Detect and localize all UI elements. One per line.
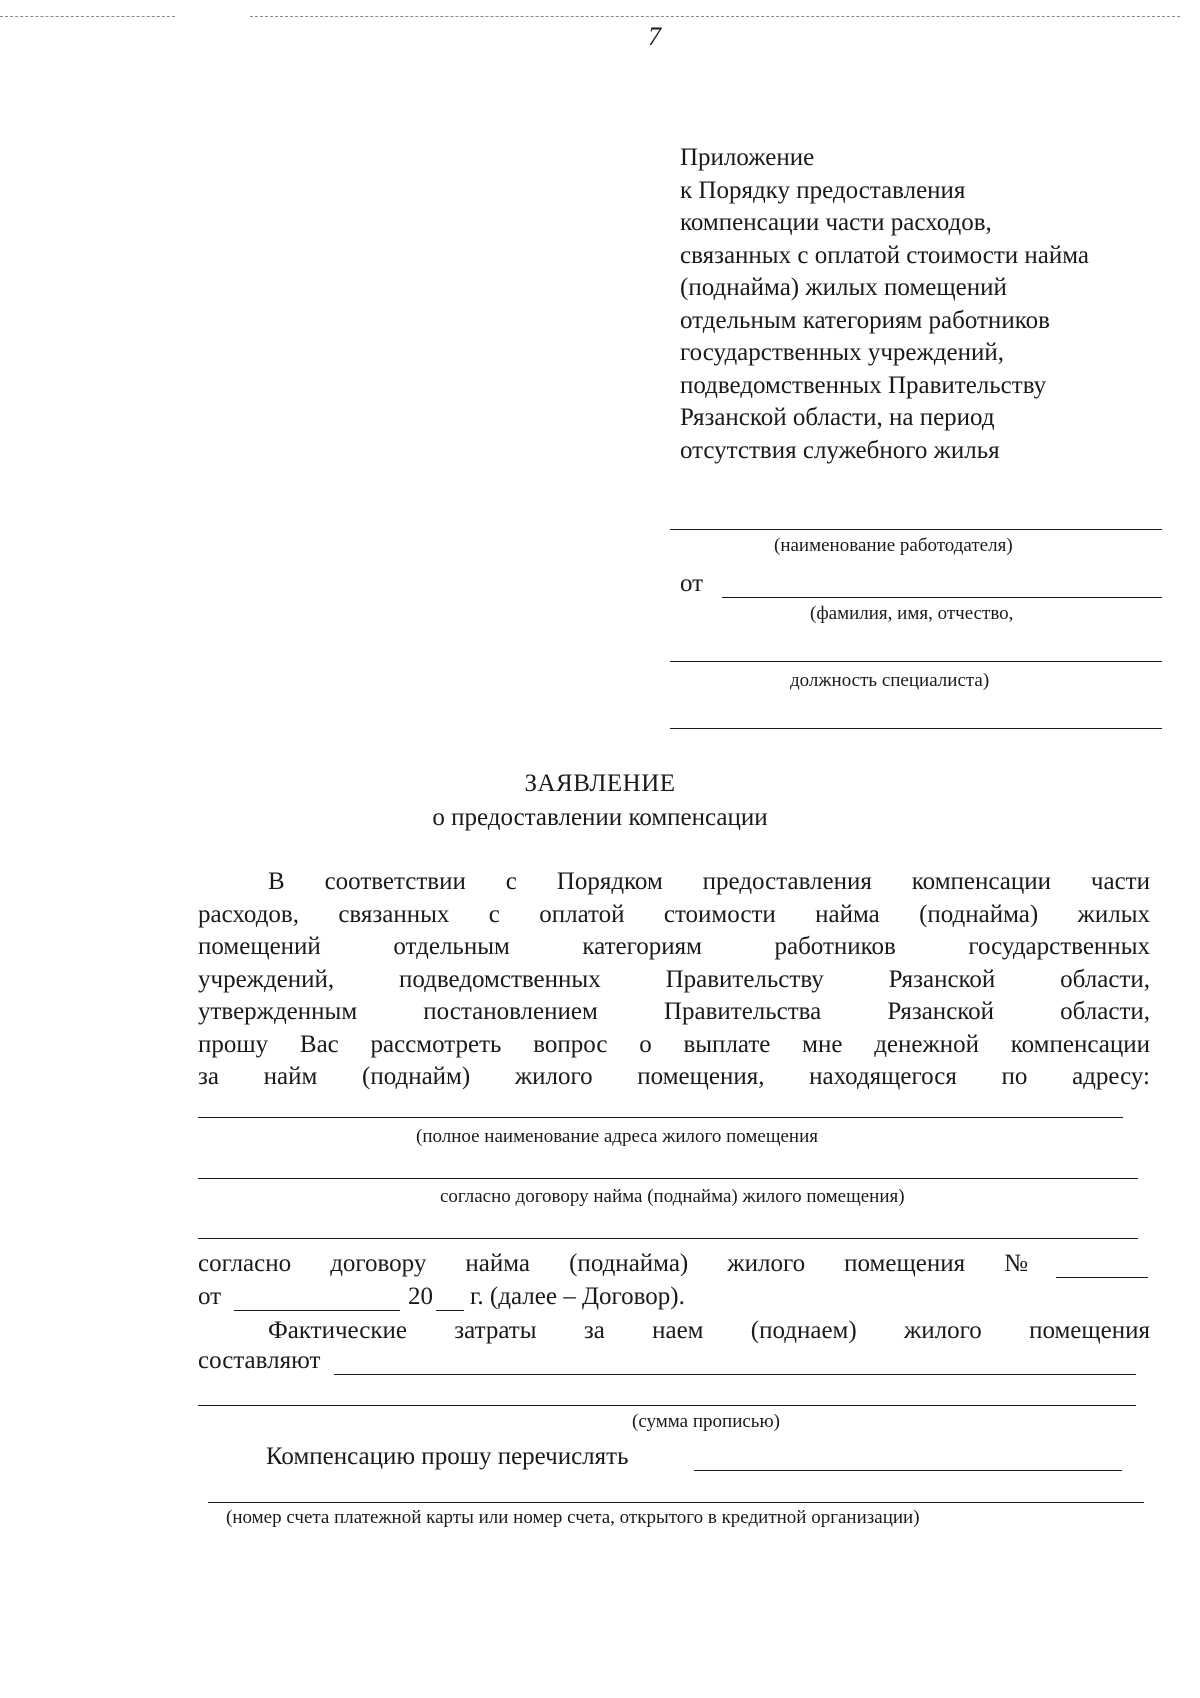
account-caption: (номер счета платежной карты или номер счета, открытого в кредитной организации)	[226, 1507, 920, 1528]
appendix-line: к Порядку предоставления	[680, 176, 966, 204]
from-label: от	[680, 570, 704, 597]
applicant-name-field-line[interactable]	[722, 597, 1162, 598]
scan-edge-mark	[250, 16, 1180, 17]
position-field-line[interactable]	[670, 728, 1162, 729]
contract-text: согласно договору найма (поднайма) жилого помещения №	[198, 1250, 1028, 1277]
contract-suffix: г. (далее – Договор).	[470, 1283, 685, 1310]
name-caption: (фамилия, имя, отчество,	[810, 603, 1014, 624]
costs-amount-field-line-2[interactable]	[198, 1405, 1136, 1406]
contract-year-field-line[interactable]	[436, 1310, 464, 1311]
appendix-block	[680, 142, 1180, 467]
appendix-line: (поднайма) жилых помещений	[680, 274, 1007, 301]
address-caption: (полное наименование адреса жилого помещения	[416, 1126, 818, 1147]
costs-label: составляют	[198, 1347, 321, 1374]
employer-field-line[interactable]	[670, 529, 1162, 530]
costs-row	[198, 1315, 1150, 1348]
applicant-name-field-line-2[interactable]	[670, 661, 1162, 662]
appendix-line: подведомственных Правительству	[680, 371, 1047, 399]
paragraph-line: учреждений, подведомственных Правительству Рязанской области,	[198, 965, 1150, 993]
page-number: 7	[648, 22, 661, 51]
appendix-line: компенсации части расходов,	[680, 209, 992, 236]
scan-edge-mark	[0, 16, 175, 17]
address-field-line[interactable]	[198, 1117, 1123, 1118]
paragraph-line: за найм (поднайм) жилого помещения, находящегося по адресу:	[198, 1063, 1150, 1090]
address-field-line-3[interactable]	[198, 1238, 1138, 1239]
costs-line: Фактические затраты за наем (поднаем) жилого помещения	[268, 1317, 1150, 1344]
paragraph-line: В соответствии с Порядком предоставления компенсации части	[268, 868, 1150, 895]
address-field-line-2[interactable]	[198, 1178, 1138, 1179]
costs-amount-field-line[interactable]	[334, 1374, 1136, 1375]
paragraph-line: помещений отдельным категориям работников государственных	[198, 933, 1150, 960]
appendix-line: связанных с оплатой стоимости найма	[680, 241, 1089, 269]
contract-number-field-line[interactable]	[1056, 1277, 1148, 1278]
appendix-line: отсутствия служебного жилья	[680, 436, 1000, 464]
transfer-label: Компенсацию прошу перечислять	[266, 1443, 629, 1470]
appendix-line: Рязанской области, на период	[680, 404, 995, 431]
paragraph-line: расходов, связанных с оплатой стоимости найма (поднайма) жилых	[198, 900, 1150, 928]
paragraph-line: утвержденным постановлением Правительства Рязанской области,	[198, 998, 1150, 1025]
appendix-line: Приложение	[680, 144, 815, 171]
employer-caption: (наименование работодателя)	[774, 535, 1013, 556]
contract-date-field-line[interactable]	[234, 1310, 400, 1311]
appendix-line: отдельным категориям работников	[680, 306, 1050, 334]
paragraph-line: прошу Вас рассмотреть вопрос о выплате мне денежной компенсации	[198, 1030, 1150, 1058]
position-caption: должность специалиста)	[790, 670, 990, 691]
statement-paragraph	[198, 866, 1150, 1094]
contract-from-label: от	[198, 1283, 222, 1310]
account-field-line[interactable]	[208, 1502, 1144, 1503]
contract-year-prefix: 20	[408, 1283, 433, 1310]
appendix-line: государственных учреждений,	[680, 339, 1004, 366]
document-subtitle: о предоставлении компенсации	[432, 804, 768, 831]
contract-caption: согласно договору найма (поднайма) жилого помещения)	[440, 1186, 905, 1207]
transfer-field-line[interactable]	[694, 1470, 1122, 1471]
amount-caption: (сумма прописью)	[632, 1411, 780, 1432]
document-title: ЗАЯВЛЕНИЕ	[524, 770, 676, 797]
contract-row	[198, 1248, 1150, 1281]
